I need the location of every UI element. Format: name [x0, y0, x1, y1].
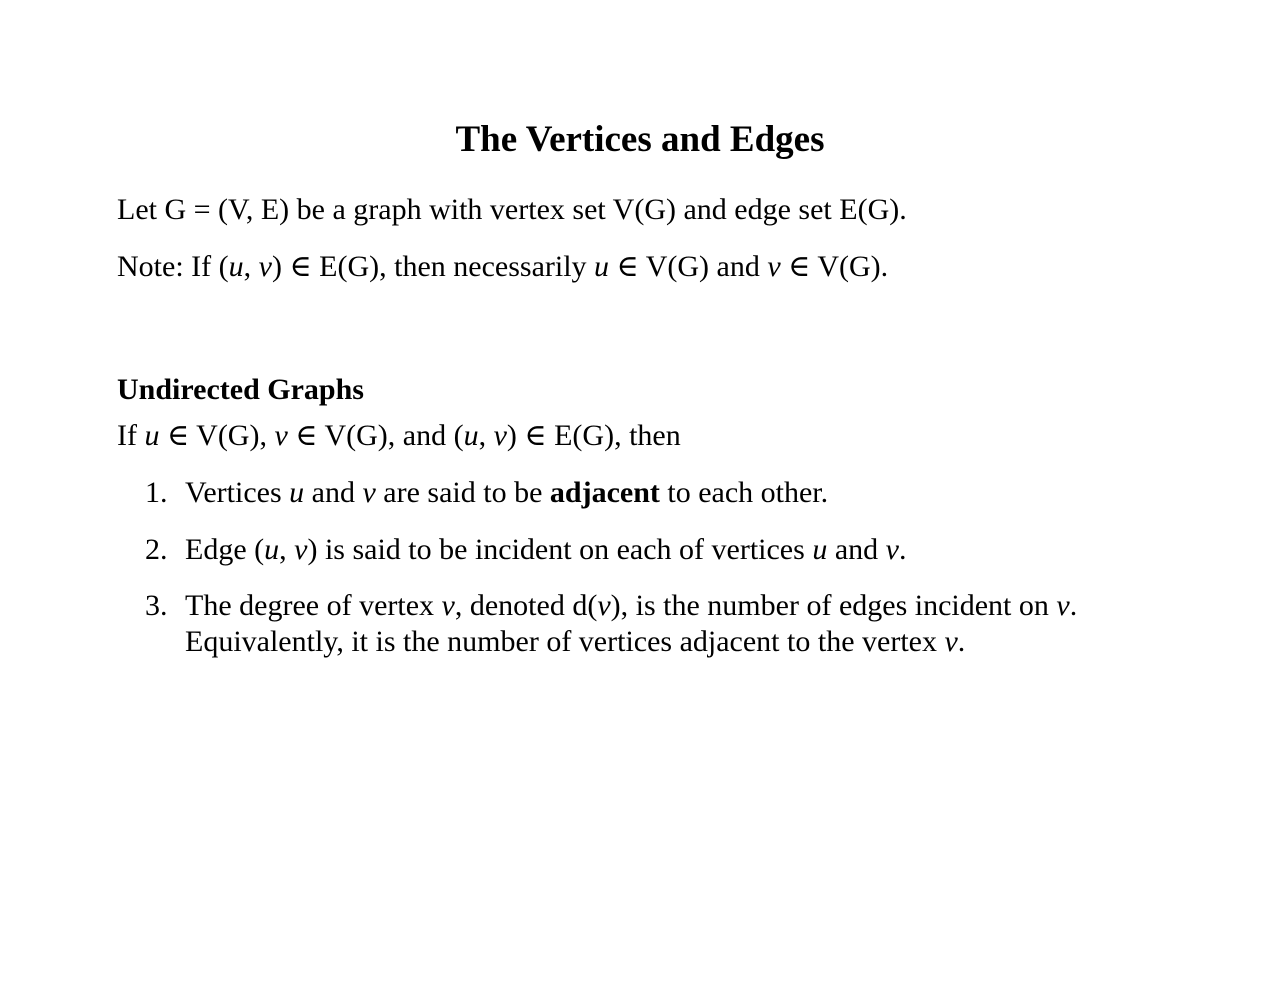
var-u: u: [289, 476, 305, 509]
item-text: .: [1069, 589, 1078, 622]
note-text: ) ∈ E(G), then necessarily: [271, 250, 595, 283]
var-v: v: [258, 250, 272, 283]
var-v: v: [767, 250, 781, 283]
condition-text: ) ∈ E(G), then: [506, 419, 681, 452]
item-text: .: [898, 533, 907, 566]
var-u: u: [264, 533, 280, 566]
var-u: u: [594, 250, 610, 283]
item-text: , denoted d(: [454, 589, 598, 622]
graph-definition: Let G = (V, E) be a graph with vertex set V(G) and edge set E(G).: [117, 193, 907, 226]
item-text: Vertices: [185, 476, 290, 509]
item-text: ), is the number of edges incident on: [610, 589, 1057, 622]
section-condition: [117, 416, 681, 456]
item-text: ) is said to be incident on each of vertices: [307, 533, 813, 566]
term-adjacent: adjacent: [549, 476, 660, 509]
section-heading: Undirected Graphs: [117, 373, 364, 406]
item-text: .: [957, 625, 966, 658]
note-text: Note: If (: [117, 250, 229, 283]
var-v: v: [274, 419, 288, 452]
item-text: and: [827, 533, 886, 566]
condition-text: ,: [478, 419, 494, 452]
var-v: v: [1056, 589, 1070, 622]
var-u: u: [144, 419, 160, 452]
list-item: [145, 532, 906, 568]
item-text: Edge (: [185, 533, 265, 566]
var-v: v: [493, 419, 507, 452]
note-text: ,: [243, 250, 259, 283]
var-v: v: [944, 625, 958, 658]
condition-text: ∈ V(G), and (: [287, 419, 464, 452]
var-u: u: [228, 250, 244, 283]
note-text: ∈ V(G).: [780, 250, 889, 283]
var-u: u: [812, 533, 828, 566]
item-text: are said to be: [375, 476, 550, 509]
item-text: to each other.: [659, 476, 829, 509]
item-text: ,: [279, 533, 295, 566]
item-text: The degree of vertex: [185, 589, 442, 622]
list-item: [145, 475, 828, 511]
var-v: v: [294, 533, 308, 566]
list-item-number: 3.: [145, 589, 168, 622]
membership-note: [117, 247, 888, 287]
list-item-body: [185, 588, 1077, 660]
condition-text: ∈ V(G),: [159, 419, 275, 452]
list-item-body: [185, 475, 828, 511]
note-text: ∈ V(G) and: [609, 250, 768, 283]
condition-text: If: [117, 419, 145, 452]
var-v: v: [597, 589, 611, 622]
var-u: u: [463, 419, 479, 452]
list-item-body: [185, 532, 906, 568]
item-text: and: [304, 476, 363, 509]
var-v: v: [441, 589, 455, 622]
item-text: Equivalently, it is the number of vertices adjacent to the vertex: [185, 625, 945, 658]
list-item: [145, 588, 1077, 660]
var-v: v: [885, 533, 899, 566]
page-title: The Vertices and Edges: [455, 119, 825, 160]
var-v: v: [362, 476, 376, 509]
list-item-number: 2.: [145, 533, 168, 566]
list-item-number: 1.: [145, 476, 168, 509]
